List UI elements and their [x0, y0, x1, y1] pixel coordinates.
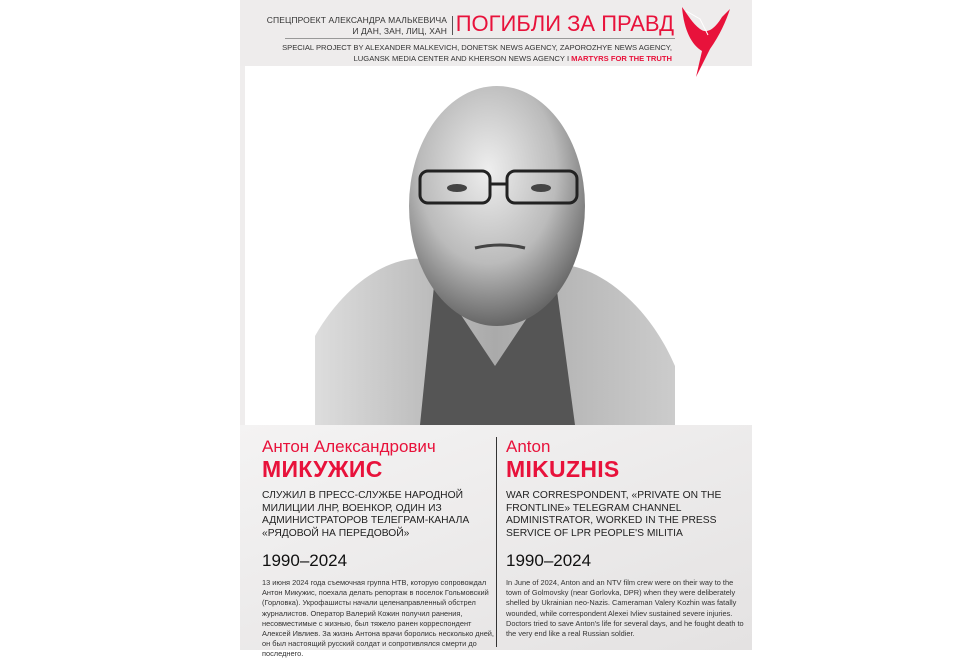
russian-column — [262, 437, 502, 660]
special-project-en-line2: LUGANSK MEDIA CENTER AND KHERSON NEWS AGENCY I — [353, 54, 572, 63]
role-ru: СЛУЖИЛ В ПРЕСС-СЛУЖБЕ НАРОДНОЙ МИЛИЦИИ ЛНР, ВОЕНКОР, ОДИН ИЗ АДМИНИСТРАТОРОВ ТЕЛЕГРАМ-КАНАЛА «РЯДОВОЙ НА ПЕРЕДОВОЙ» — [262, 490, 470, 539]
years-ru: 1990–2024 — [262, 551, 348, 570]
header-divider — [452, 16, 453, 35]
project-title-en: MARTYRS FOR THE TRUTH — [571, 54, 672, 63]
special-project-ru-line1: СПЕЦПРОЕКТ АЛЕКСАНДРА МАЛЬКЕВИЧА — [266, 15, 447, 25]
memorial-card — [240, 0, 752, 659]
first-name-en: Anton — [506, 437, 551, 456]
english-column — [506, 437, 746, 639]
special-project-en-line1: SPECIAL PROJECT BY ALEXANDER MALKEVICH, DONETSK NEWS AGENCY, ZAPOROZHYE NEWS AGENCY, — [282, 43, 672, 52]
years-en: 1990–2024 — [506, 551, 592, 570]
header — [240, 0, 752, 66]
header-rule — [285, 38, 675, 39]
special-project-ru — [267, 15, 447, 37]
portrait-image — [245, 66, 752, 425]
column-divider — [496, 437, 497, 647]
portrait-photo — [245, 66, 752, 425]
last-name-ru: МИКУЖИС — [262, 456, 383, 482]
bio-ru: 13 июня 2024 года съемочная группа НТВ, которую сопровождал Антон Микужис, поехала делать репортаж в поселок Гольмовский (Горловка). Укрофашисты начали целенаправленный обстрел журналистов. Оператор Валерий Кожин получил ранения, несовместимые с жизнью, был тяжело ранен корреспондент Алексей Ивлиев. За жизнь Антона врачи боролись несколько дней, он был настоящий русский солдат и сопротивлялся смерти до последнего. — [262, 578, 494, 659]
bio-en: In June of 2024, Anton and an NTV film crew were on their way to the town of Golmovsky (near Gorlovka, DPR) when they were deliberately shelled by Ukrainian neo-Nazis. Cameraman Valery Kozhin was fatally wounded, while correspondent Alexei Ivliev sustained severe injuries. Doctors tried to save Anton's life for several days, and he fought death to the very end like a real Russian soldier. — [506, 578, 744, 639]
bird-logo-icon — [680, 5, 740, 77]
project-title-ru: ПОГИБЛИ ЗА ПРАВД — [455, 11, 674, 36]
agencies-ru: И ДАН, ЗАН, ЛИЦ, ХАН — [352, 26, 447, 36]
special-project-en — [260, 42, 672, 64]
first-name-ru: Антон Александрович — [262, 437, 436, 456]
role-en: WAR CORRESPONDENT, «PRIVATE ON THE FRONTLINE» TELEGRAM CHANNEL ADMINISTRATOR, WORKED IN THE PRESS SERVICE OF LPR PEOPLE'S MILITIA — [506, 490, 722, 539]
biography-section — [240, 425, 752, 659]
last-name-en: MIKUZHIS — [506, 456, 620, 482]
